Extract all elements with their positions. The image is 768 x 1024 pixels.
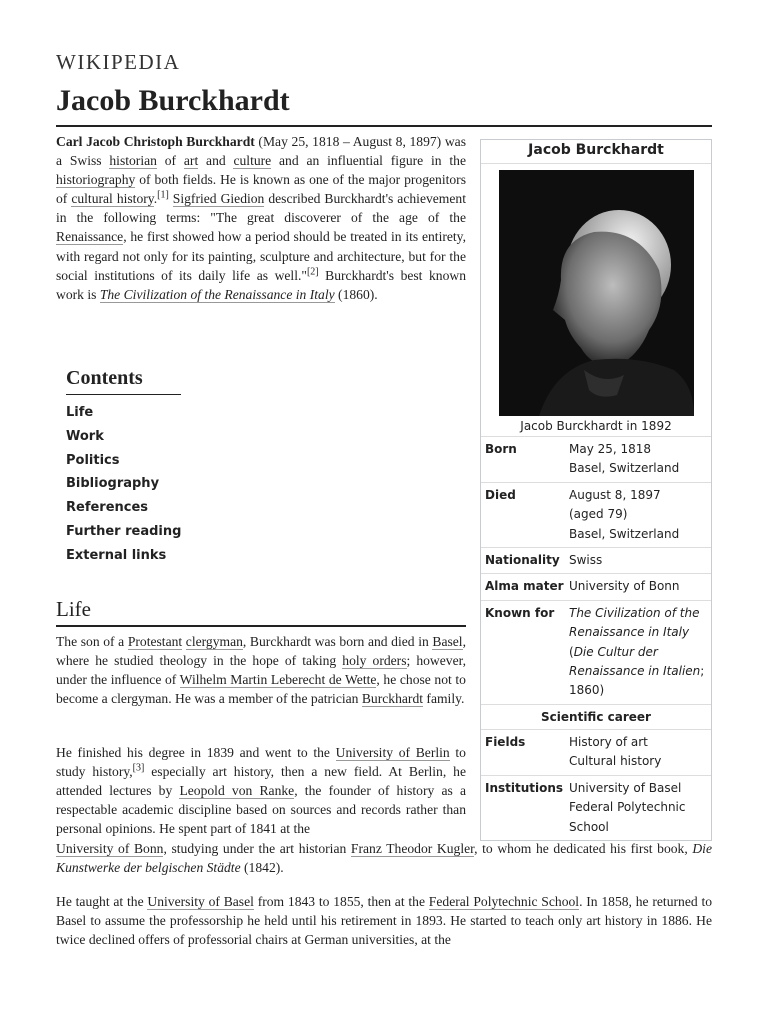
toc-item-references[interactable]: References [66, 500, 149, 516]
link-university-of-bonn[interactable]: University of Bonn [56, 841, 164, 856]
infobox-row-fields [481, 729, 711, 775]
link-university-of-berlin[interactable]: University of Berlin [335, 745, 450, 760]
link-sigfried-giedion[interactable]: Sigfried Giedion [172, 191, 265, 207]
link-renaissance[interactable]: Renaissance [56, 229, 124, 245]
link-burckhardt-family[interactable]: Burckhardt [361, 691, 424, 707]
link-holy-orders[interactable]: holy orders [342, 653, 407, 669]
infobox-section-scientific-career: Scientific career [481, 704, 711, 729]
born-label: Born [485, 442, 517, 456]
title-divider [56, 125, 712, 127]
alma-mater-value: University of Bonn [569, 579, 680, 594]
toc-item-bibliography[interactable]: Bibliography [66, 476, 160, 492]
infobox-row-alma-mater [481, 573, 711, 599]
link-cultural-history[interactable]: cultural history [71, 191, 154, 207]
life-paragraph-1: The son of a Protestant clergyman, Burckhardt was born and died in Basel, where he studied theology in the hope of taking holy orders; however, under the influence of Wilhelm Martin Leberecht de Wette, he chose not to become a clergyman. He was a member of the patrician Burckhardt family. [56, 634, 466, 707]
page-title: Jacob Burckhardt [56, 84, 290, 117]
reference-1[interactable]: [1] [157, 189, 169, 201]
toc-list [66, 401, 181, 568]
portrait-illustration [499, 170, 694, 416]
link-franz-kugler[interactable]: Franz Theodor Kugler [350, 841, 475, 856]
infobox-row-died [481, 482, 711, 547]
link-clergyman[interactable]: clergyman [185, 634, 243, 649]
toc-item-work[interactable]: Work [66, 428, 104, 444]
toc-item-politics[interactable]: Politics [66, 452, 120, 468]
link-historian[interactable]: historian [109, 153, 157, 169]
life-paragraph-3: He taught at the University of Basel from 1843 to 1855, then at the Federal Polytechnic School. In 1858, he returned to Basel to assume the professorship he held until his retirement in 1893. He started to teach only art history in 1886. He twice declined offers of professorial chairs at German universities, at the [56, 894, 713, 948]
table-of-contents [66, 367, 181, 568]
portrait-photo[interactable] [499, 170, 694, 416]
toc-item-external-links[interactable]: External links [66, 547, 167, 563]
nationality-label: Nationality [485, 553, 560, 568]
portrait-caption: Jacob Burckhardt in 1892 [520, 419, 672, 433]
known-for-value: The Civilization of the Renaissance in Italy (Die Cultur der Renaissance in Italien; 1860) [569, 605, 705, 698]
link-civilization-renaissance[interactable]: The Civilization of the Renaissance in Italy [99, 286, 335, 302]
known-for-label: Known for [485, 605, 555, 620]
link-protestant[interactable]: Protestant [127, 634, 183, 649]
institutions-label: Institutions [485, 780, 564, 795]
infobox [480, 139, 712, 841]
toc-item-life[interactable]: Life [66, 405, 94, 420]
link-leopold-von-ranke[interactable]: Leopold von Ranke [179, 783, 295, 799]
link-culture[interactable]: culture [233, 153, 272, 169]
nationality-value: Swiss [569, 553, 603, 568]
infobox-row-born [481, 436, 711, 482]
infobox-row-institutions [481, 775, 711, 840]
fields-label: Fields [485, 734, 526, 749]
link-university-of-basel[interactable]: University of Basel [147, 894, 254, 909]
link-basel[interactable]: Basel [432, 634, 463, 649]
intro-paragraph: Carl Jacob Christoph Burckhardt (May 25, 1818 – August 8, 1897) was a Swiss historian of art and culture and an influential figure in the historiography of both fields. He is known as one of the major progenitors of cultural history.[1] Sigfried Giedion described Burckhardt's achievement in the following terms: "The great discoverer of the age of the Renaissance, he first showed how a period should be treated in its entirety, with regard not only for its painting, sculpture and architecture, but for the social institutions of its daily life as well."[2] Burckhardt's best known work is The Civilization of the Renaissance in Italy (1860). [56, 134, 466, 302]
fields-value: History of art Cultural history [569, 734, 662, 769]
institutions-value: University of Basel Federal Polytechnic School [569, 780, 686, 834]
reference-2[interactable]: [2] [306, 266, 319, 278]
born-value: May 25, 1818 Basel, Switzerland [569, 442, 680, 476]
link-art[interactable]: art [183, 153, 199, 169]
link-federal-polytechnic[interactable]: Federal Polytechnic School [428, 894, 580, 909]
link-historiography[interactable]: historiography [56, 172, 136, 188]
intro-bold-name: Carl Jacob Christoph Burckhardt [56, 134, 255, 149]
link-de-wette[interactable]: Wilhelm Martin Leberecht de Wette [179, 672, 377, 688]
toc-title: Contents [66, 367, 181, 395]
infobox-row-known-for [481, 600, 711, 704]
infobox-row-nationality [481, 547, 711, 573]
infobox-title: Jacob Burckhardt [481, 140, 711, 164]
wikipedia-logo[interactable]: WIKIPEDIA [56, 50, 181, 74]
reference-3[interactable]: [3] [132, 762, 145, 774]
section-divider [56, 625, 466, 627]
alma-mater-label: Alma mater [485, 579, 564, 594]
died-value: August 8, 1897 (aged 79) Basel, Switzerland [569, 487, 680, 541]
died-label: Died [485, 487, 516, 502]
section-heading-life: Life [56, 597, 91, 621]
toc-item-further-reading[interactable]: Further reading [66, 523, 182, 539]
book-title: Die Kunstwerke der belgischen Städte [56, 841, 712, 876]
